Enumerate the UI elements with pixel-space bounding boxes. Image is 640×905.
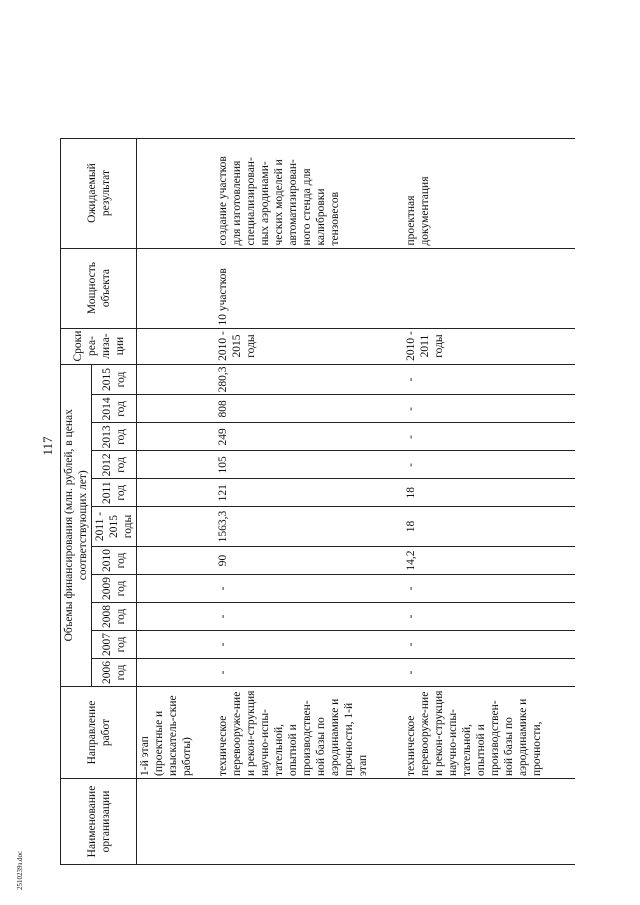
cell-value: - bbox=[215, 631, 403, 659]
cell-value: - bbox=[403, 364, 575, 395]
cell-value bbox=[137, 395, 215, 423]
header-year: 2015 год bbox=[92, 364, 137, 395]
header-funding: Объемы финансирования (млн. рублей, в ценах соответствующих лет) bbox=[61, 364, 92, 686]
cell-value bbox=[137, 659, 215, 687]
cell-capacity bbox=[403, 248, 575, 328]
header-org: Наименование организации bbox=[61, 779, 137, 865]
cell-value: - bbox=[215, 659, 403, 687]
header-result: Ожидаемый результат bbox=[61, 138, 137, 248]
table-row bbox=[215, 138, 403, 864]
cell-value bbox=[137, 364, 215, 395]
cell-value bbox=[137, 575, 215, 603]
cell-value bbox=[137, 631, 215, 659]
cell-value bbox=[137, 507, 215, 547]
header-direction: Направление работ bbox=[61, 687, 137, 779]
cell-direction: техническое перевооруже-ние и рекон-струкция научно-испы-тательной, опытной и производствен-ной базы по аэродинамике и прочности, bbox=[403, 687, 575, 779]
cell-result bbox=[137, 138, 215, 248]
header-year: 2011 - 2015 годы bbox=[92, 507, 137, 547]
header-year: 2012 год bbox=[92, 451, 137, 479]
cell-result: создание участков для изготовления специализирован-ных аэродинами-ческих моделей и автоматизирован-ного стенда для калибровки тензовесов bbox=[215, 138, 403, 248]
cell-capacity bbox=[137, 248, 215, 328]
cell-value bbox=[137, 603, 215, 631]
cell-value: - bbox=[403, 603, 575, 631]
cell-value: 808 bbox=[215, 395, 403, 423]
cell-capacity: 10 участков bbox=[215, 248, 403, 328]
cell-value: 1563,3 bbox=[215, 507, 403, 547]
cell-value: 90 bbox=[215, 547, 403, 575]
cell-value: 18 bbox=[403, 479, 575, 507]
cell-value: 121 bbox=[215, 479, 403, 507]
cell-value: - bbox=[215, 575, 403, 603]
file-footer: 2510239з.doc bbox=[16, 850, 24, 890]
cell-org bbox=[403, 779, 575, 865]
cell-value: - bbox=[403, 659, 575, 687]
cell-value: - bbox=[403, 395, 575, 423]
header-year: 2009 год bbox=[92, 575, 137, 603]
cell-value: - bbox=[403, 575, 575, 603]
header-year: 2014 год bbox=[92, 395, 137, 423]
cell-value: 14,2 bbox=[403, 547, 575, 575]
cell-value bbox=[137, 451, 215, 479]
cell-org bbox=[137, 779, 215, 865]
cell-value: 105 bbox=[215, 451, 403, 479]
cell-value bbox=[137, 423, 215, 451]
cell-direction: 1-й этап (проектные и изыскатель-ские работы) bbox=[137, 687, 215, 779]
cell-value bbox=[137, 547, 215, 575]
cell-result: проектная документация bbox=[403, 138, 575, 248]
header-year: 2010 год bbox=[92, 547, 137, 575]
cell-org bbox=[215, 779, 403, 865]
cell-direction: техническое перевооруже-ние и рекон-струкция научно-испы-тательной, опытной и производствен-ной базы по аэродинамике и прочности, 1-й этап bbox=[215, 687, 403, 779]
table-row bbox=[137, 138, 215, 864]
cell-terms: 2010 - 2015 годы bbox=[215, 328, 403, 364]
cell-value bbox=[137, 479, 215, 507]
rotated-page bbox=[60, 0, 610, 865]
header-year: 2013 год bbox=[92, 423, 137, 451]
cell-terms bbox=[137, 328, 215, 364]
cell-value: 18 bbox=[403, 507, 575, 547]
page-number: 117 bbox=[40, 436, 55, 456]
cell-value: - bbox=[403, 631, 575, 659]
cell-value: - bbox=[403, 451, 575, 479]
funding-table bbox=[60, 138, 575, 865]
header-year: 2008 год bbox=[92, 603, 137, 631]
header-year: 2007 год bbox=[92, 631, 137, 659]
header-year: 2011 год bbox=[92, 479, 137, 507]
table-row bbox=[403, 138, 575, 864]
cell-value: - bbox=[215, 603, 403, 631]
header-capacity: Мощность объекта bbox=[61, 248, 137, 328]
cell-value: 249 bbox=[215, 423, 403, 451]
header-terms: Сроки реа-лиза-ции bbox=[61, 328, 137, 364]
cell-value: - bbox=[403, 423, 575, 451]
header-year: 2006 год bbox=[92, 659, 137, 687]
cell-value: 280,3 bbox=[215, 364, 403, 395]
cell-terms: 2010 - 2011 годы bbox=[403, 328, 575, 364]
